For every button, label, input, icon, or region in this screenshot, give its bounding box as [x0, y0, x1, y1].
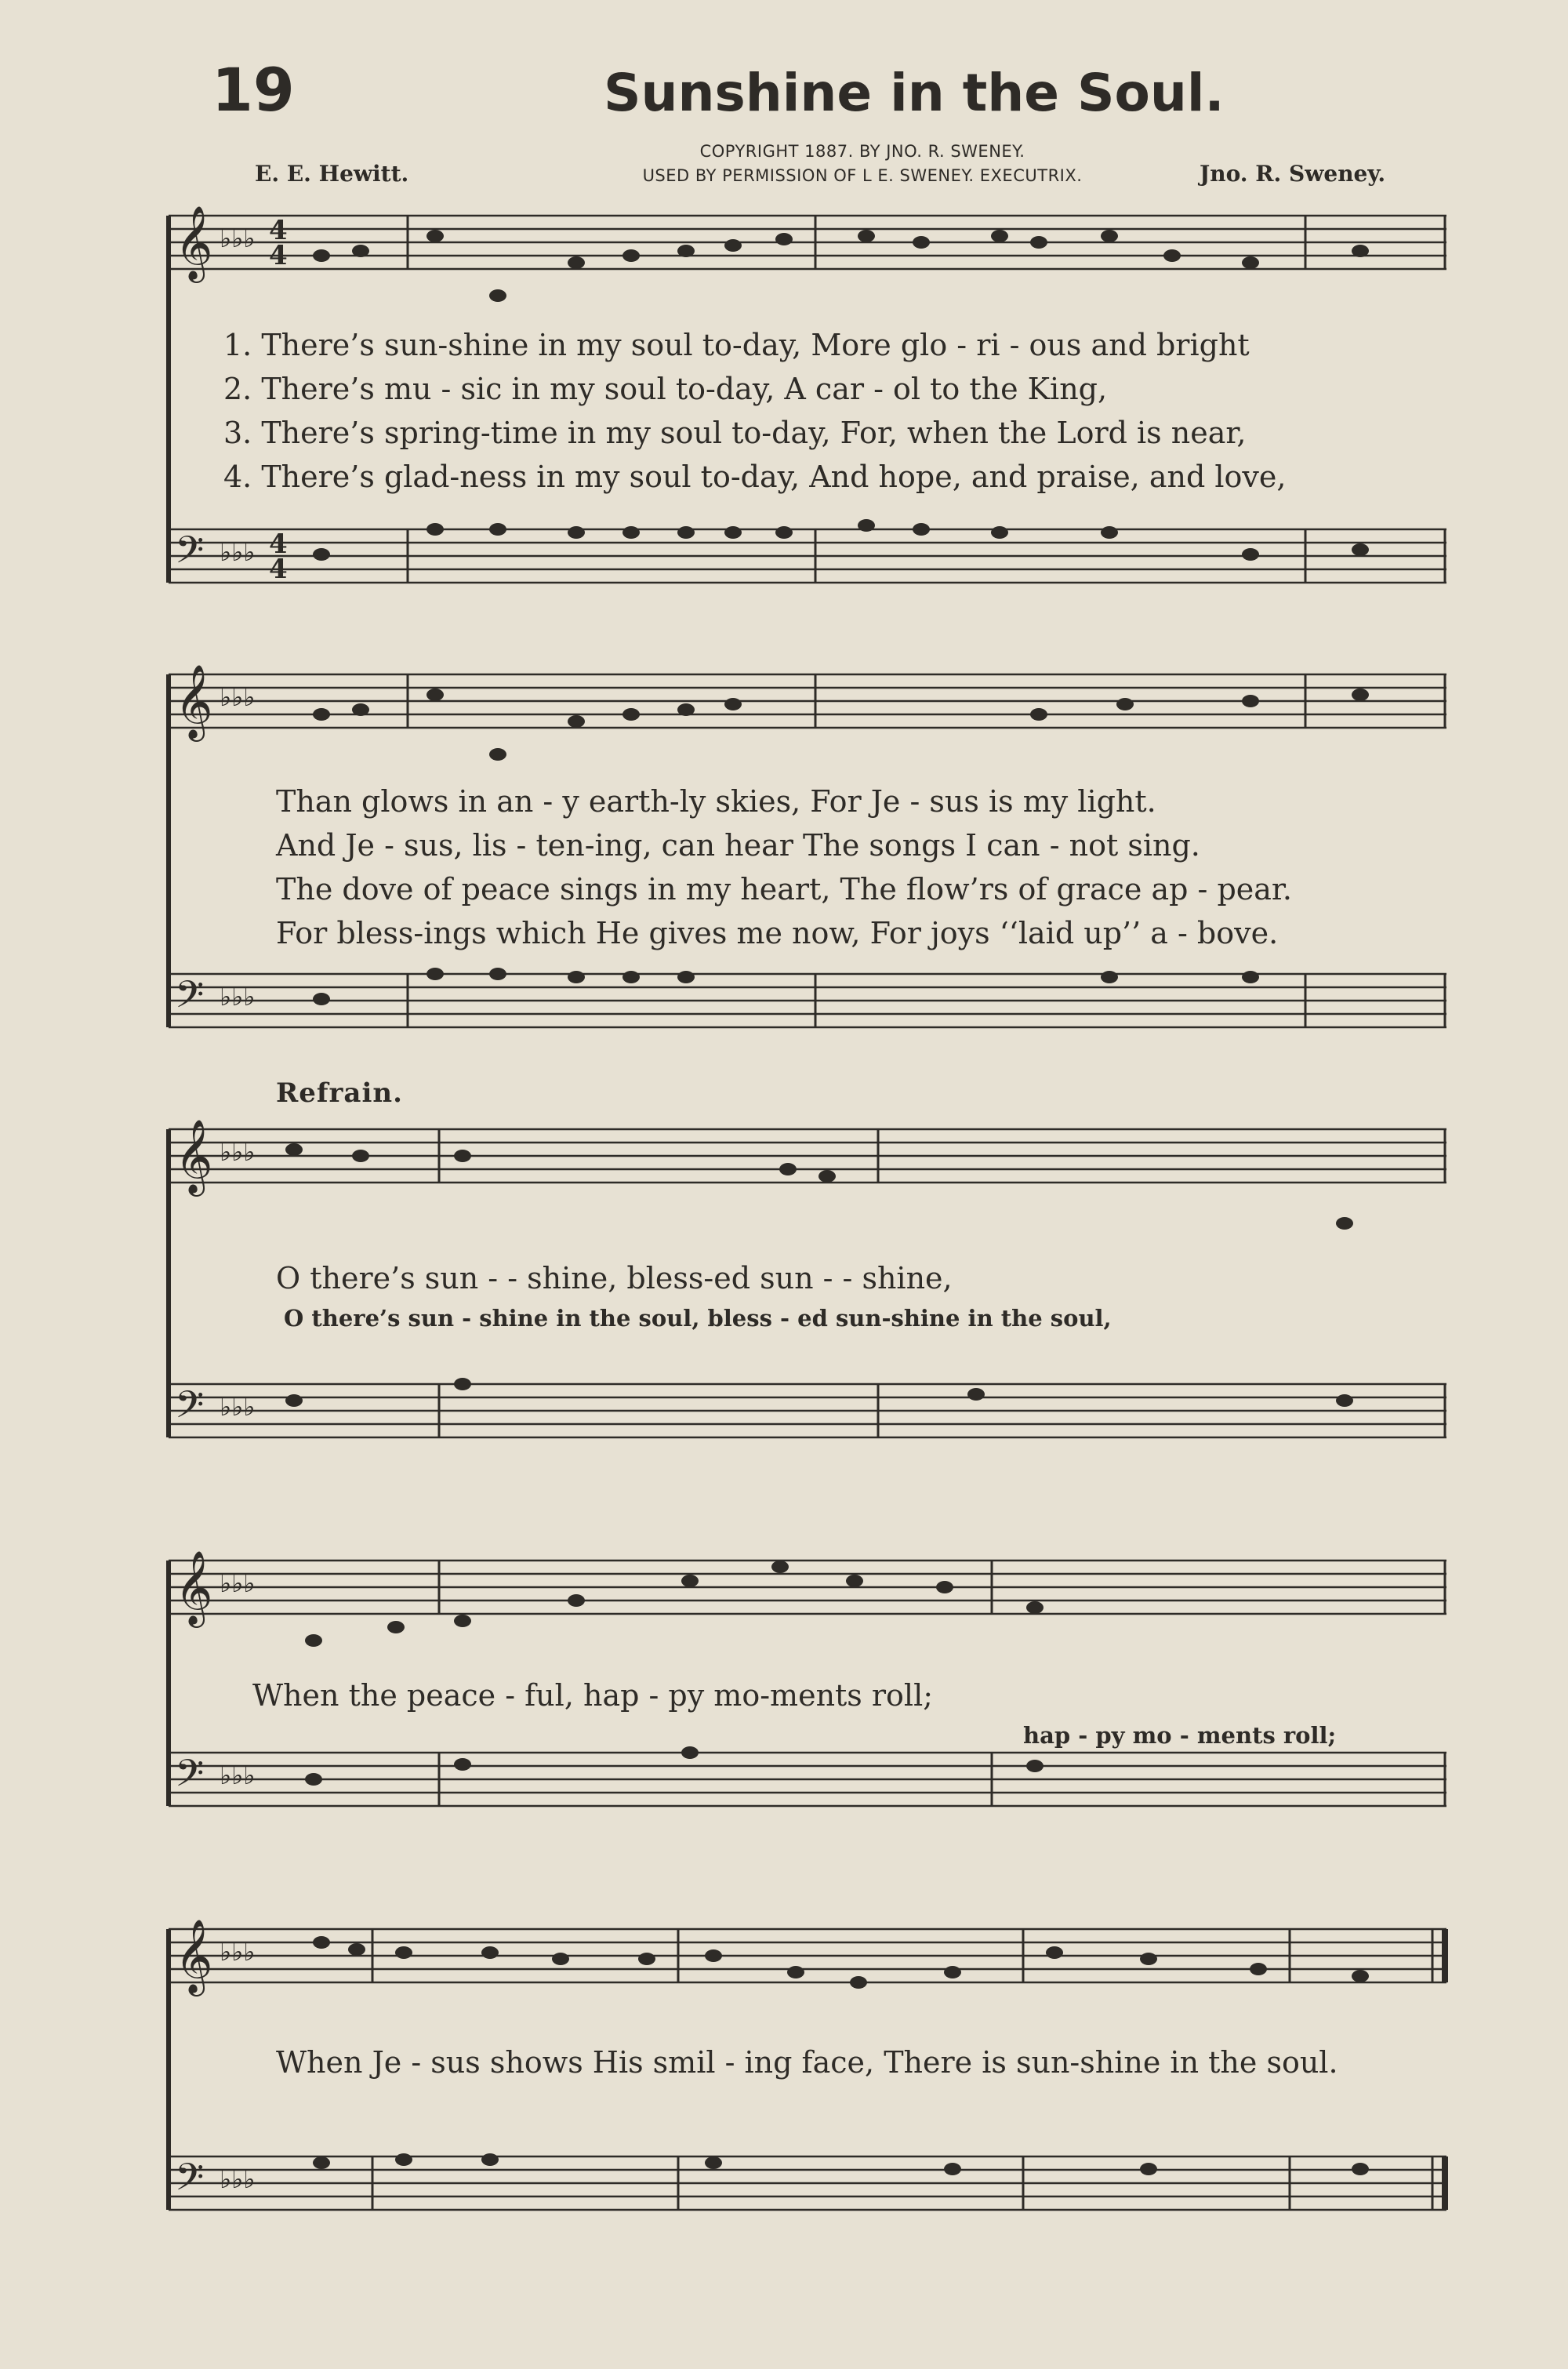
svg-text:♭♭♭: ♭♭♭: [220, 1137, 256, 1167]
verse-4-line-2: For bless-ings which He gives me now, For joys ‘‘laid up’’ a - bove.: [276, 916, 1279, 950]
svg-text:4: 4: [269, 215, 288, 246]
svg-text:𝄢: 𝄢: [175, 972, 205, 1026]
refrain-line-1: O there’s sun - - shine, bless-ed sun - - shine,: [276, 1261, 953, 1295]
verse-3-line-1: 3. There’s spring-time in my soul to-day, For, when the Lord is near,: [223, 416, 1247, 450]
verse-1-line-1: 1. There’s sun-shine in my soul to-day, More glo - ri - ous and bright: [223, 328, 1250, 362]
copyright-line: COPYRIGHT 1887. BY JNO. R. SWENEY.: [699, 142, 1025, 161]
svg-text:𝄢: 𝄢: [175, 1383, 205, 1436]
refrain-line-1-bass: O there’s sun - shine in the soul, bless - ed sun-shine in the soul,: [284, 1305, 1112, 1332]
refrain-line-2-bass: hap - py mo - ments roll;: [1023, 1722, 1337, 1749]
verse-2-line-1: 2. There’s mu - sic in my soul to-day, A car - ol to the King,: [223, 372, 1108, 406]
svg-text:𝄞: 𝄞: [175, 1119, 213, 1194]
svg-text:𝄢: 𝄢: [175, 1751, 205, 1804]
svg-text:♭♭♭: ♭♭♭: [220, 1760, 256, 1790]
verse-2-line-2: And Je - sus, lis - ten-ing, can hear The songs I can - not sing.: [276, 828, 1200, 863]
svg-text:𝄞: 𝄞: [175, 1919, 213, 1993]
refrain-line-2: When the peace - ful, hap - py mo-ments roll;: [252, 1678, 934, 1713]
refrain-line-3: When Je - sus shows His smil - ing face, There is sun-shine in the soul.: [276, 2045, 1338, 2080]
svg-text:♭♭♭: ♭♭♭: [220, 1568, 256, 1598]
svg-text:♭♭♭: ♭♭♭: [220, 2164, 256, 2194]
author-credit: E. E. Hewitt.: [255, 161, 409, 187]
svg-text:♭♭♭: ♭♭♭: [220, 1937, 256, 1967]
svg-text:♭♭♭: ♭♭♭: [220, 682, 256, 712]
verse-4-line-1: 4. There’s glad-ness in my soul to-day, And hope, and praise, and love,: [223, 460, 1287, 494]
hymn-number: 19: [212, 55, 295, 125]
svg-text:4: 4: [269, 529, 288, 560]
refrain-label: Refrain.: [276, 1077, 403, 1109]
svg-text:♭♭♭: ♭♭♭: [220, 1392, 256, 1422]
svg-text:𝄞: 𝄞: [175, 1550, 213, 1625]
svg-text:4: 4: [269, 240, 288, 271]
svg-text:𝄞: 𝄞: [175, 205, 213, 280]
verse-3-line-2: The dove of peace sings in my heart, The flow’rs of grace ap - pear.: [276, 872, 1292, 907]
svg-text:♭♭♭: ♭♭♭: [220, 223, 256, 253]
verse-1-line-2: Than glows in an - y earth-ly skies, For Je - sus is my light.: [276, 784, 1156, 819]
svg-text:𝄢: 𝄢: [175, 528, 205, 581]
permission-line: USED BY PERMISSION OF L E. SWENEY. EXECUTRIX.: [642, 166, 1083, 185]
svg-text:4: 4: [269, 554, 288, 585]
composer-credit: Jno. R. Sweney.: [1200, 161, 1386, 187]
svg-text:𝄢: 𝄢: [175, 2155, 205, 2208]
svg-text:♭♭♭: ♭♭♭: [220, 537, 256, 567]
svg-text:♭♭♭: ♭♭♭: [220, 982, 256, 1012]
hymn-title: Sunshine in the Soul.: [604, 63, 1225, 123]
svg-text:𝄞: 𝄞: [175, 664, 213, 739]
